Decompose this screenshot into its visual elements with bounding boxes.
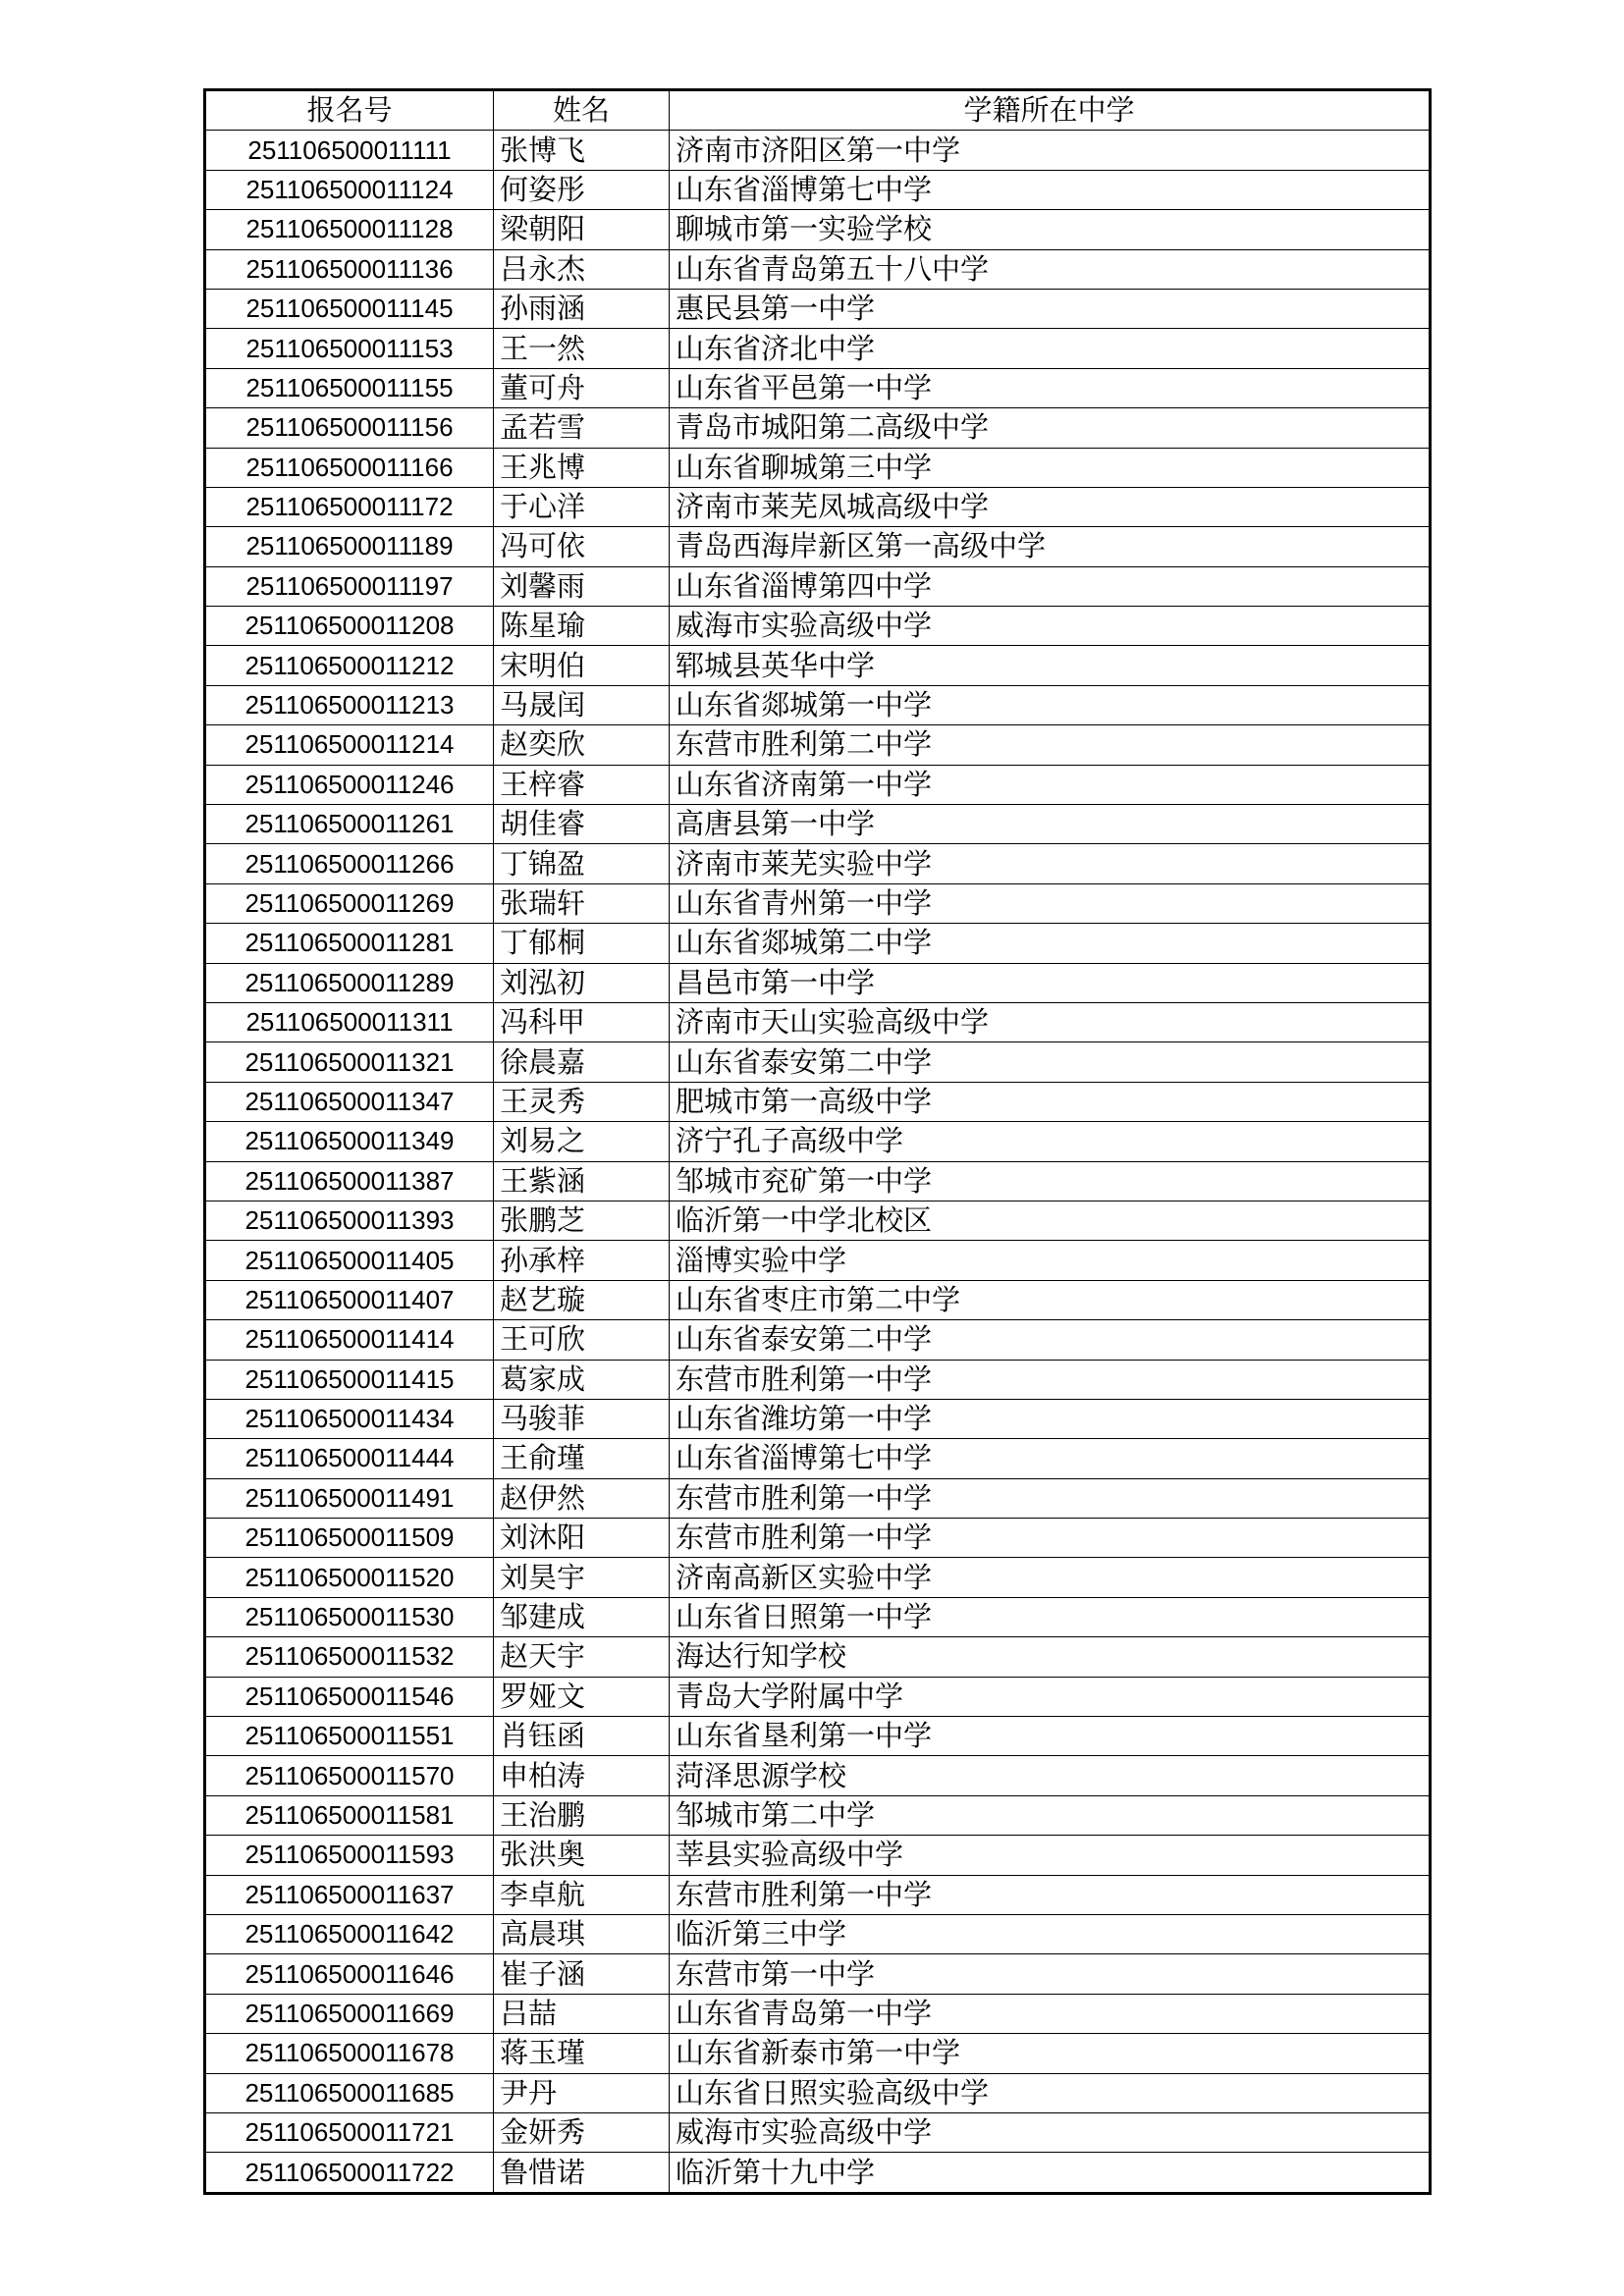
school-cell: 东营市胜利第一中学 [670,1875,1431,1914]
registration-number-cell: 251106500011281 [205,924,494,963]
registration-number-cell: 251106500011685 [205,2073,494,2112]
table-row [205,527,1431,566]
student-name-cell: 陈星瑜 [494,607,670,646]
table-row [205,1994,1431,2033]
registration-number-cell: 251106500011414 [205,1320,494,1360]
school-cell: 山东省青岛第一中学 [670,1994,1431,2033]
school-cell: 肥城市第一高级中学 [670,1082,1431,1121]
school-cell: 郓城县英华中学 [670,646,1431,685]
student-name-cell: 于心洋 [494,487,670,526]
student-name-cell: 王可欣 [494,1320,670,1360]
registration-number-cell: 251106500011212 [205,646,494,685]
table-row [205,1201,1431,1240]
student-name-cell: 王俞瑾 [494,1439,670,1478]
student-name-cell: 王灵秀 [494,1082,670,1121]
table-row [205,1122,1431,1161]
registration-number-cell: 251106500011124 [205,170,494,209]
registration-number-cell: 251106500011678 [205,2034,494,2073]
registration-number-cell: 251106500011189 [205,527,494,566]
registration-number-cell: 251106500011415 [205,1360,494,1399]
registration-number-cell: 251106500011532 [205,1637,494,1677]
student-name-cell: 孙雨涵 [494,289,670,328]
registration-number-cell: 251106500011166 [205,448,494,487]
table-row [205,685,1431,724]
student-name-cell: 张鹏芝 [494,1201,670,1240]
student-name-cell: 刘昊宇 [494,1558,670,1597]
student-name-cell: 李卓航 [494,1875,670,1914]
student-name-cell: 张瑞轩 [494,883,670,923]
student-name-cell: 赵天宇 [494,1637,670,1677]
student-name-cell: 何姿彤 [494,170,670,209]
table-row [205,566,1431,606]
school-cell: 济南市莱芜凤城高级中学 [670,487,1431,526]
registration-number-cell: 251106500011434 [205,1399,494,1438]
student-name-cell: 马骏菲 [494,1399,670,1438]
registration-number-cell: 251106500011407 [205,1280,494,1319]
table-row [205,2112,1431,2152]
registration-number-cell: 251106500011155 [205,368,494,407]
student-name-cell: 王梓睿 [494,765,670,804]
registration-number-cell: 251106500011214 [205,725,494,765]
table-row [205,1002,1431,1041]
table-row [205,1241,1431,1280]
table-row [205,2073,1431,2112]
registration-number-cell: 251106500011145 [205,289,494,328]
student-name-cell: 赵奕欣 [494,725,670,765]
school-cell: 山东省垦利第一中学 [670,1717,1431,1756]
registration-number-cell: 251106500011581 [205,1795,494,1835]
header-school: 学籍所在中学 [670,90,1431,131]
school-cell: 临沂第三中学 [670,1914,1431,1953]
table-row [205,2153,1431,2193]
student-name-cell: 冯可依 [494,527,670,566]
student-name-cell: 尹丹 [494,2073,670,2112]
school-cell: 威海市实验高级中学 [670,607,1431,646]
table-row [205,1795,1431,1835]
school-cell: 东营市胜利第一中学 [670,1519,1431,1558]
registration-number-cell: 251106500011311 [205,1002,494,1041]
school-cell: 济南市济阳区第一中学 [670,131,1431,170]
table-row [205,329,1431,368]
registration-number-cell: 251106500011347 [205,1082,494,1121]
table-row [205,368,1431,407]
registration-number-cell: 251106500011321 [205,1042,494,1082]
table-row [205,1439,1431,1478]
registration-number-cell: 251106500011128 [205,210,494,249]
table-row [205,1042,1431,1082]
student-name-cell: 崔子涵 [494,1954,670,1994]
table-row [205,1280,1431,1319]
table-row [205,883,1431,923]
school-cell: 山东省郯城第二中学 [670,924,1431,963]
school-cell: 聊城市第一实验学校 [670,210,1431,249]
table-row [205,210,1431,249]
student-name-cell: 丁郁桐 [494,924,670,963]
school-cell: 山东省枣庄市第二中学 [670,1280,1431,1319]
table-row [205,487,1431,526]
table-row [205,1637,1431,1677]
registration-number-cell: 251106500011491 [205,1478,494,1518]
student-name-cell: 胡佳睿 [494,805,670,844]
registration-number-cell: 251106500011246 [205,765,494,804]
student-name-cell: 肖钰函 [494,1717,670,1756]
student-name-cell: 董可舟 [494,368,670,407]
school-cell: 山东省青州第一中学 [670,883,1431,923]
table-row [205,289,1431,328]
school-cell: 海达行知学校 [670,1637,1431,1677]
registration-number-cell: 251106500011136 [205,249,494,289]
registration-number-cell: 251106500011387 [205,1161,494,1201]
registration-number-cell: 251106500011721 [205,2112,494,2152]
school-cell: 邹城市兖矿第一中学 [670,1161,1431,1201]
school-cell: 山东省济北中学 [670,329,1431,368]
table-row [205,844,1431,883]
table-row [205,1478,1431,1518]
student-name-cell: 张洪奥 [494,1836,670,1875]
registration-number-cell: 251106500011570 [205,1756,494,1795]
student-name-cell: 申柏涛 [494,1756,670,1795]
registration-number-cell: 251106500011266 [205,844,494,883]
school-cell: 临沂第一中学北校区 [670,1201,1431,1240]
student-name-cell: 王治鹏 [494,1795,670,1835]
school-cell: 济南市天山实验高级中学 [670,1002,1431,1041]
student-name-cell: 王紫涵 [494,1161,670,1201]
student-name-cell: 高晨琪 [494,1914,670,1953]
school-cell: 山东省潍坊第一中学 [670,1399,1431,1438]
registration-number-cell: 251106500011213 [205,685,494,724]
school-cell: 山东省淄博第四中学 [670,566,1431,606]
registration-number-cell: 251106500011405 [205,1241,494,1280]
registration-number-cell: 251106500011153 [205,329,494,368]
school-cell: 山东省泰安第二中学 [670,1042,1431,1082]
school-cell: 邹城市第二中学 [670,1795,1431,1835]
registration-number-cell: 251106500011208 [205,607,494,646]
school-cell: 临沂第十九中学 [670,2153,1431,2193]
table-body [205,131,1431,2193]
student-name-cell: 邹建成 [494,1597,670,1636]
school-cell: 青岛西海岸新区第一高级中学 [670,527,1431,566]
table-row [205,607,1431,646]
registration-number-cell: 251106500011172 [205,487,494,526]
table-row [205,1320,1431,1360]
school-cell: 东营市胜利第一中学 [670,1360,1431,1399]
table-row [205,725,1431,765]
table-row [205,1717,1431,1756]
student-name-cell: 吕喆 [494,1994,670,2033]
school-cell: 惠民县第一中学 [670,289,1431,328]
school-cell: 山东省济南第一中学 [670,765,1431,804]
student-name-cell: 丁锦盈 [494,844,670,883]
registration-number-cell: 251106500011269 [205,883,494,923]
school-cell: 山东省淄博第七中学 [670,1439,1431,1478]
table-row [205,1875,1431,1914]
student-name-cell: 梁朝阳 [494,210,670,249]
student-name-cell: 宋明伯 [494,646,670,685]
registration-number-cell: 251106500011261 [205,805,494,844]
registration-number-cell: 251106500011642 [205,1914,494,1953]
registration-number-cell: 251106500011111 [205,131,494,170]
student-name-cell: 王兆博 [494,448,670,487]
school-cell: 高唐县第一中学 [670,805,1431,844]
table-row [205,1954,1431,1994]
registration-number-cell: 251106500011349 [205,1122,494,1161]
student-name-cell: 金妍秀 [494,2112,670,2152]
table-row [205,1399,1431,1438]
school-cell: 山东省聊城第三中学 [670,448,1431,487]
school-cell: 山东省平邑第一中学 [670,368,1431,407]
header-name: 姓名 [494,90,670,131]
school-cell: 青岛大学附属中学 [670,1677,1431,1716]
school-cell: 青岛市城阳第二高级中学 [670,408,1431,448]
student-name-cell: 赵艺璇 [494,1280,670,1319]
table-row [205,1360,1431,1399]
school-cell: 菏泽思源学校 [670,1756,1431,1795]
student-name-cell: 徐晨嘉 [494,1042,670,1082]
table-row [205,1161,1431,1201]
table-row [205,170,1431,209]
table-row [205,1836,1431,1875]
header-row [205,90,1431,131]
school-cell: 东营市胜利第一中学 [670,1478,1431,1518]
school-cell: 山东省淄博第七中学 [670,170,1431,209]
student-name-cell: 刘泓初 [494,963,670,1002]
table-row [205,1597,1431,1636]
registration-number-cell: 251106500011509 [205,1519,494,1558]
school-cell: 山东省青岛第五十八中学 [670,249,1431,289]
table-row [205,1914,1431,1953]
school-cell: 威海市实验高级中学 [670,2112,1431,2152]
student-name-cell: 孙承梓 [494,1241,670,1280]
table-row [205,1558,1431,1597]
table-row [205,408,1431,448]
registration-number-cell: 251106500011546 [205,1677,494,1716]
registration-number-cell: 251106500011593 [205,1836,494,1875]
school-cell: 济南市莱芜实验中学 [670,844,1431,883]
student-name-cell: 王一然 [494,329,670,368]
table-row [205,963,1431,1002]
school-cell: 山东省新泰市第一中学 [670,2034,1431,2073]
registration-number-cell: 251106500011289 [205,963,494,1002]
table-row [205,924,1431,963]
student-name-cell: 刘易之 [494,1122,670,1161]
student-name-cell: 赵伊然 [494,1478,670,1518]
registration-number-cell: 251106500011551 [205,1717,494,1756]
table-row [205,249,1431,289]
school-cell: 东营市胜利第二中学 [670,725,1431,765]
student-name-cell: 葛家成 [494,1360,670,1399]
table-row [205,2034,1431,2073]
registration-number-cell: 251106500011156 [205,408,494,448]
admission-list-table [203,88,1432,2195]
student-name-cell: 罗娅文 [494,1677,670,1716]
school-cell: 山东省日照第一中学 [670,1597,1431,1636]
school-cell: 济宁孔子高级中学 [670,1122,1431,1161]
registration-number-cell: 251106500011197 [205,566,494,606]
student-name-cell: 刘馨雨 [494,566,670,606]
student-name-cell: 蒋玉瑾 [494,2034,670,2073]
table-row [205,1519,1431,1558]
registration-number-cell: 251106500011520 [205,1558,494,1597]
table-row [205,646,1431,685]
student-name-cell: 马晟闰 [494,685,670,724]
header-registration-number: 报名号 [205,90,494,131]
table-row [205,805,1431,844]
school-cell: 昌邑市第一中学 [670,963,1431,1002]
school-cell: 济南高新区实验中学 [670,1558,1431,1597]
school-cell: 淄博实验中学 [670,1241,1431,1280]
registration-number-cell: 251106500011393 [205,1201,494,1240]
school-cell: 山东省日照实验高级中学 [670,2073,1431,2112]
table-row [205,1082,1431,1121]
school-cell: 东营市第一中学 [670,1954,1431,1994]
registration-number-cell: 251106500011669 [205,1994,494,2033]
student-name-cell: 鲁惜诺 [494,2153,670,2193]
table-row [205,765,1431,804]
table-row [205,448,1431,487]
school-cell: 山东省郯城第一中学 [670,685,1431,724]
registration-number-cell: 251106500011646 [205,1954,494,1994]
school-cell: 莘县实验高级中学 [670,1836,1431,1875]
student-name-cell: 张博飞 [494,131,670,170]
registration-number-cell: 251106500011444 [205,1439,494,1478]
student-name-cell: 吕永杰 [494,249,670,289]
table-row [205,1677,1431,1716]
student-name-cell: 冯科甲 [494,1002,670,1041]
registration-number-cell: 251106500011722 [205,2153,494,2193]
student-name-cell: 孟若雪 [494,408,670,448]
table-row [205,131,1431,170]
registration-number-cell: 251106500011530 [205,1597,494,1636]
registration-number-cell: 251106500011637 [205,1875,494,1914]
school-cell: 山东省泰安第二中学 [670,1320,1431,1360]
student-name-cell: 刘沐阳 [494,1519,670,1558]
table-row [205,1756,1431,1795]
